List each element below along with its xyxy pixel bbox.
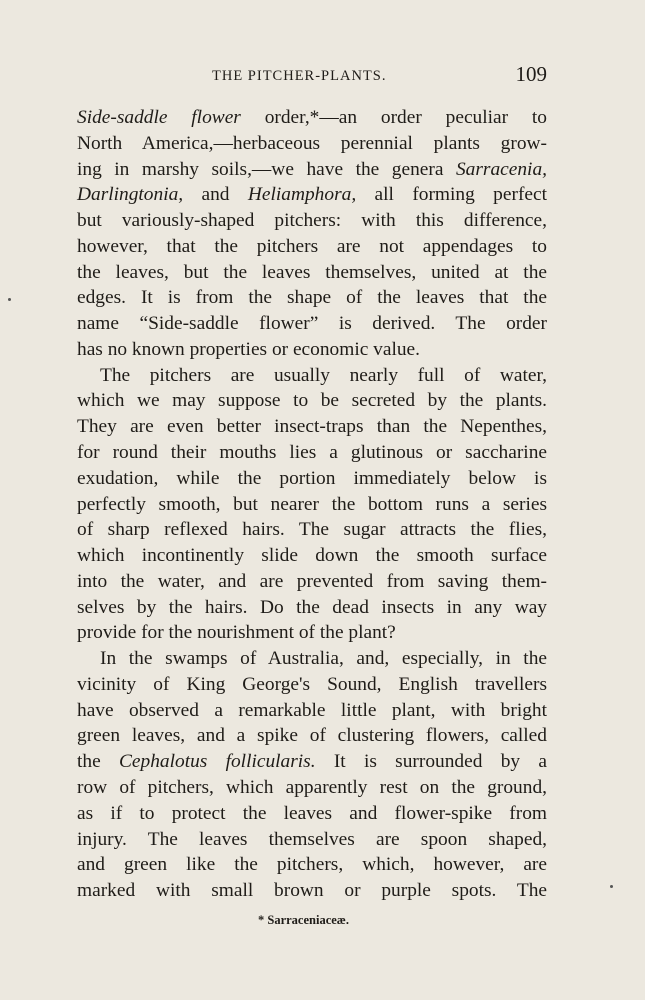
paper-speck <box>8 298 11 301</box>
text-segment: the leaves, but the leaves themselves, united at the <box>77 261 547 283</box>
text-line <box>77 105 547 130</box>
text-segment: injury. The leaves themselves are spoon shaped, <box>77 828 547 850</box>
text-line <box>77 827 547 852</box>
text-segment: edges. It is from the shape of the leaves that the <box>77 287 547 309</box>
text-line <box>77 620 547 645</box>
text-line <box>77 492 547 517</box>
text-line <box>77 388 547 413</box>
text-line <box>77 749 547 774</box>
text-line <box>77 131 547 156</box>
text-segment: all forming perfect <box>356 184 547 206</box>
text-segment: ing in marshy soils,—we have the genera <box>77 158 456 180</box>
italic-text: Sarracenia, <box>455 158 547 180</box>
text-line <box>77 595 547 620</box>
text-segment: In the swamps of Australia, and, especially, in the <box>100 648 547 670</box>
text-line <box>77 260 547 285</box>
text-line <box>77 672 547 697</box>
text-segment: name “Side-saddle flower” is derived. The order <box>77 313 547 335</box>
text-segment: into the water, and are prevented from saving them- <box>77 570 547 592</box>
text-segment: green leaves, and a spike of clustering flowers, called <box>77 725 547 747</box>
text-segment: provide for the nourishment of the plant? <box>77 622 396 644</box>
text-line <box>77 285 547 310</box>
text-line <box>100 363 547 388</box>
footnote: * Sarraceniaceæ. <box>258 913 349 927</box>
text-line <box>100 646 547 671</box>
text-line <box>77 208 547 233</box>
text-segment: which we may suppose to be secreted by the plants. <box>77 390 547 412</box>
text-segment: It is surrounded by a <box>315 751 547 773</box>
text-line <box>77 182 547 207</box>
page-header <box>77 62 547 90</box>
text-segment: for round their mouths lies a glutinous or saccharine <box>77 442 547 463</box>
text-line <box>77 311 547 336</box>
italic-text: Darlingtonia, <box>77 184 184 206</box>
text-segment: They are even better insect-traps than the Nepenthes, <box>77 416 547 438</box>
text-line <box>77 878 547 903</box>
text-line <box>77 801 547 826</box>
text-segment: marked with small brown or purple spots. The <box>77 880 547 902</box>
text-line <box>77 543 547 568</box>
italic-text: Cephalotus follicularis. <box>118 751 316 773</box>
text-segment: have observed a remarkable little plant, with bright <box>77 699 547 721</box>
text-segment: but variously-shaped pitchers: with this difference, <box>77 210 547 232</box>
text-segment: row of pitchers, which apparently rest on the ground, <box>77 777 547 799</box>
text-segment: which incontinently slide down the smooth surface <box>77 545 547 567</box>
text-line <box>77 440 547 465</box>
text-segment: and <box>183 184 248 206</box>
italic-text: Heliamphora, <box>247 184 357 206</box>
text-line <box>77 852 547 877</box>
text-segment: as if to protect the leaves and flower-spike from <box>77 802 547 824</box>
text-line <box>77 414 547 439</box>
text-segment: vicinity of King George's Sound, English travellers <box>77 673 547 695</box>
text-segment: of sharp reflexed hairs. The sugar attracts the flies, <box>77 519 547 541</box>
text-line <box>77 157 547 182</box>
text-segment: order,*—an order peculiar to <box>240 107 547 128</box>
paper-speck <box>610 885 613 888</box>
text-line <box>77 775 547 800</box>
text-line <box>77 337 547 362</box>
running-title: THE PITCHER-PLANTS. <box>212 68 387 84</box>
text-line <box>77 466 547 491</box>
text-line <box>77 517 547 542</box>
text-line <box>77 698 547 723</box>
text-segment: selves by the hairs. Do the dead insects in any way <box>77 596 547 618</box>
italic-text: Side-saddle flower <box>77 107 241 128</box>
text-segment: The pitchers are usually nearly full of water, <box>100 364 547 386</box>
text-segment: exudation, while the portion immediately below is <box>77 467 547 489</box>
text-segment: has no known properties or economic value. <box>77 338 421 360</box>
text-segment: however, that the pitchers are not appendages to <box>77 235 547 257</box>
text-line <box>77 723 547 748</box>
text-line <box>77 569 547 594</box>
page-number: 109 <box>515 62 547 86</box>
text-line <box>77 234 547 259</box>
text-segment: perfectly smooth, but nearer the bottom runs a series <box>77 493 547 515</box>
text-segment: the <box>77 751 119 773</box>
text-segment: North America,—herbaceous perennial plants grow- <box>77 132 547 154</box>
text-segment: and green like the pitchers, which, however, are <box>77 854 547 876</box>
